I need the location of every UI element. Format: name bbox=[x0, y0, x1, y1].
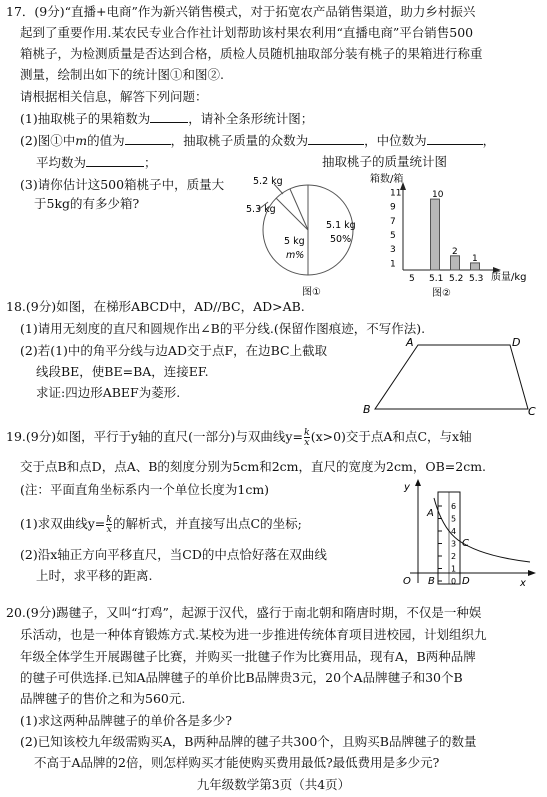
pie-label-53: 5.3 kg bbox=[246, 204, 276, 215]
q17-line-2: 起到了重要作用.某农民专业合作社计划帮助该村果农利用“直播电商”平台销售500 bbox=[20, 25, 474, 40]
q20-line-2: 乐活动，也是一种体育锻炼方式.某校为进一步推进传统体育项目进校园，计划组织九 bbox=[20, 627, 487, 642]
y-tick-label: 1 bbox=[390, 259, 396, 270]
pie-label-52: 5.2 kg bbox=[253, 176, 283, 187]
ruler-tick-label: 3 bbox=[451, 539, 457, 549]
q18-line-1: 18.(9分)如图，在梯形ABCD中，AD//BC，AD>AB. bbox=[6, 299, 305, 314]
page-footer: 九年级数学第3页（共4页） bbox=[196, 777, 351, 792]
origin-label: O bbox=[403, 576, 411, 587]
x-axis-label: 质量/kg bbox=[491, 272, 527, 283]
bar-chart bbox=[370, 170, 542, 300]
q17-part-3-b: 于5kg的有多少箱? bbox=[34, 196, 140, 211]
trapezoid-figure bbox=[360, 333, 540, 423]
chart-title: 抽取桃子的质量统计图 bbox=[322, 154, 448, 169]
pie-label-5: 5 kg bbox=[284, 236, 305, 247]
q19-line-4-text: (1)求双曲线y= bbox=[20, 516, 106, 531]
q19-line-5: (2)沿x轴正方向平移直尺，当CD的中点恰好落在双曲线 bbox=[20, 547, 327, 562]
y-tick-label: 3 bbox=[390, 245, 396, 256]
q19-line-1-text: 19.(9分)如图，平行于y轴的直尺(一部分)与双曲线y= bbox=[6, 429, 303, 444]
x-tick-label: 5.3 bbox=[469, 274, 484, 284]
hyperbola-curve bbox=[434, 498, 530, 562]
point-c-label: C bbox=[528, 405, 536, 418]
ruler-tick-label: 6 bbox=[451, 502, 457, 511]
pie-label-m: m% bbox=[286, 250, 305, 261]
q17-part-2 bbox=[20, 132, 495, 149]
y-tick-label: 5 bbox=[390, 231, 396, 242]
trapezoid-abcd bbox=[375, 345, 528, 409]
q20-line-4: 的毽子可供选择.已知A品牌毽子的单价比B品牌贵3元，20个A品牌毽子和30个B bbox=[20, 670, 463, 685]
q17-part-3: (3)请你估计这500箱桃子中，质量大 bbox=[20, 177, 225, 192]
fraction-den: x bbox=[106, 524, 112, 535]
q17-part-2-text-d: ，中位数为 bbox=[364, 133, 427, 148]
pie-chart bbox=[246, 172, 370, 302]
q20-line-1: 20.(9分)踢毽子，又叫“打鸡”，起源于汉代，盛行于南北朝和隋唐时期，不仅是一种娱 bbox=[6, 605, 482, 620]
y-axis-arrow bbox=[415, 479, 421, 486]
ruler-tick-label: 1 bbox=[451, 564, 457, 574]
q18-line-2: (1)请用无刻度的直尺和圆规作出∠B的平分线.(保留作图痕迹，不写作法). bbox=[20, 321, 426, 336]
point-a-label: A bbox=[406, 336, 414, 349]
fraction-k-over-x bbox=[106, 515, 112, 534]
q19-line-2: 交于点B和点D，点A、B的刻度分别为5cm和2cm，直尺的宽度为2cm，OB=2cm. bbox=[20, 459, 487, 474]
bar bbox=[471, 263, 480, 270]
q20-line-7: (2)已知该校九年级需购买A，B两种品牌的毽子共300个，且购买B品牌毽子的数量 bbox=[20, 734, 477, 749]
q20-line-3: 年级全体学生开展踢毽子比赛，并购买一批毽子作为比赛用品，现有A，B两种品牌 bbox=[20, 649, 476, 664]
q17-part-1-text: (1)抽取桃子的果箱数为 bbox=[20, 111, 151, 126]
pie-label-51-pct: 50% bbox=[330, 234, 352, 245]
y-tick-label: 11 bbox=[390, 188, 402, 199]
y-tick-label: 9 bbox=[390, 202, 396, 213]
var-m: m bbox=[75, 133, 88, 148]
bar bbox=[431, 199, 440, 270]
fraction-num: k bbox=[303, 427, 310, 438]
q17-part-1-tail: ，请补全条形统计图； bbox=[188, 111, 314, 126]
q18-line-4: 线段BE，使BE=BA，连接EF. bbox=[36, 364, 209, 379]
fraction-k-over-x bbox=[304, 428, 310, 447]
ruler-tick-label: 2 bbox=[451, 552, 457, 561]
q19-line-3: (注：平面直角坐标系内一个单位长度为1cm) bbox=[20, 482, 270, 497]
q17-part-2-text: (2)图①中 bbox=[20, 133, 76, 148]
q17-line-5: 请根据相关信息，解答下列问题： bbox=[20, 89, 208, 104]
x-tick-label: 5.1 bbox=[429, 274, 444, 284]
point-c-label: C bbox=[462, 538, 469, 549]
bar-value-label: 1 bbox=[472, 253, 478, 264]
q17-line-4: 测量，绘制出如下的统计图①和图②. bbox=[20, 67, 224, 82]
q19-line-1-tail: (x>0)交于点A和点C，与x轴 bbox=[310, 429, 472, 444]
point-d-label: D bbox=[512, 336, 521, 349]
q20-line-5: 品牌毽子的售价之和为560元. bbox=[20, 691, 186, 706]
bar-caption: 图② bbox=[432, 288, 451, 299]
y-axis-label: y bbox=[404, 482, 410, 493]
answer-blank[interactable] bbox=[427, 132, 483, 145]
y-axis-label: 箱数/箱 bbox=[370, 174, 404, 185]
point-b-label: B bbox=[363, 403, 371, 416]
q17-part-2-avg-tail: ； bbox=[144, 155, 157, 170]
x-tick-label: 5 bbox=[409, 274, 415, 284]
hyperbola-ruler-figure bbox=[390, 478, 538, 588]
bar bbox=[451, 256, 460, 270]
answer-blank[interactable] bbox=[125, 132, 171, 145]
q17-part-2-text-c: ，抽取桃子质量的众数为 bbox=[170, 133, 309, 148]
bar-value-label: 2 bbox=[452, 246, 458, 257]
fraction-den: x bbox=[304, 437, 310, 448]
q17-part-2-text-b: 的值为 bbox=[87, 133, 125, 148]
ruler-tick-label: 5 bbox=[451, 514, 457, 524]
fraction-num: k bbox=[106, 514, 113, 525]
y-tick-group bbox=[390, 189, 401, 270]
q18-line-3: (2)若(1)中的角平分线与边AD交于点F，在边BC上截取 bbox=[20, 343, 328, 358]
q19-line-1 bbox=[6, 428, 472, 447]
y-tick-label: 7 bbox=[390, 216, 396, 227]
x-axis-arrow bbox=[528, 570, 536, 576]
point-a-label: A bbox=[427, 508, 434, 519]
point-b-label: B bbox=[428, 576, 435, 587]
x-tick-label: 5.2 bbox=[449, 274, 464, 284]
q17-part-2-text-e: ， bbox=[482, 133, 496, 148]
answer-blank[interactable] bbox=[150, 110, 188, 123]
q19-line-4 bbox=[20, 515, 302, 534]
x-axis-label: x bbox=[520, 578, 526, 589]
q19-line-6: 上时，求平移的距离. bbox=[36, 568, 153, 583]
q17-part-2-avg-text: 平均数为 bbox=[36, 155, 87, 170]
q17-part-2-avg bbox=[36, 154, 157, 171]
q17-line-3: 箱桃子，为检测质量是否达到合格，质检人员随机抽取部分装有桃子的果箱进行称重 bbox=[20, 46, 483, 61]
ruler-tick-label: 0 bbox=[451, 577, 457, 586]
answer-blank[interactable] bbox=[308, 132, 364, 145]
pie-label-51: 5.1 kg bbox=[326, 220, 356, 231]
answer-blank[interactable] bbox=[86, 154, 144, 167]
point-d-label: D bbox=[462, 576, 470, 587]
q17-line-1: 17．(9分)“直播+电商”作为新兴销售模式，对于拓宽农产品销售渠道，助力乡村振兴 bbox=[6, 4, 476, 19]
bar-value-label: 10 bbox=[432, 190, 444, 201]
pie-caption: 图① bbox=[302, 287, 321, 298]
q17-part-1 bbox=[20, 110, 313, 127]
q20-line-6: (1)求这两种品牌毽子的单价各是多少? bbox=[20, 713, 232, 728]
q19-line-4-tail: 的解析式，并直接写出点C的坐标; bbox=[113, 516, 302, 531]
q20-line-8: 不高于A品牌的2倍，则怎样购买才能使购买费用最低?最低费用是多少元? bbox=[34, 755, 440, 770]
q18-line-5: 求证:四边形ABEF为菱形. bbox=[36, 385, 181, 400]
ruler-tick-label: 4 bbox=[451, 527, 457, 536]
